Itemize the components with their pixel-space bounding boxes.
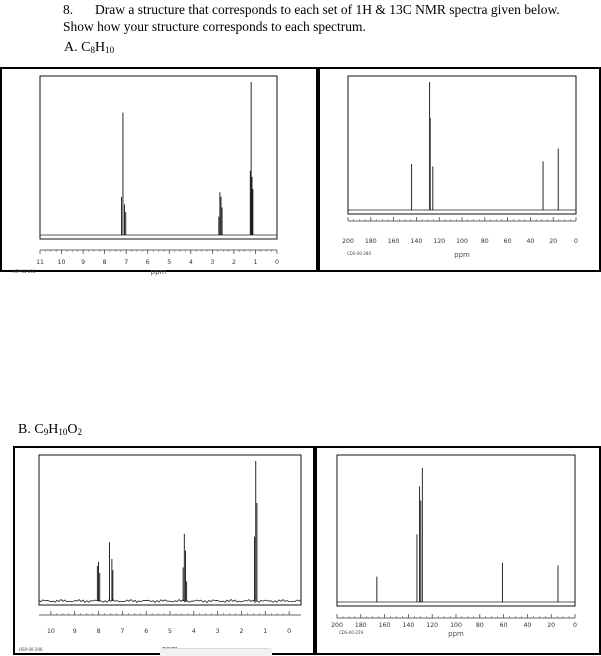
x-tick-label: 180: [354, 622, 367, 629]
x-tick-label: 0: [573, 622, 577, 629]
x-tick-label: 60: [503, 238, 512, 245]
spectrum-code-label: CDS-00-229: [339, 630, 364, 635]
spectrum-b-13c: [315, 446, 601, 655]
x-tick-label: 180: [364, 238, 377, 245]
spectrum-baseline: [39, 599, 301, 602]
spectrum-code-label: CDS-00-280: [347, 251, 372, 256]
x-tick-label: 80: [475, 622, 484, 629]
x-tick-label: 6: [145, 259, 150, 266]
spectrum-code-label: HSP-00-005: [12, 269, 36, 274]
x-tick-label: 140: [410, 238, 423, 245]
spectrum-a-1h-plot: [2, 69, 316, 276]
x-tick-label: 100: [450, 622, 462, 629]
question-number: 8.: [63, 2, 74, 17]
x-tick-label: 0: [287, 628, 292, 635]
x-tick-label: 9: [72, 628, 77, 635]
plot-frame: [40, 76, 277, 239]
x-tick-label: 9: [81, 259, 86, 266]
x-tick-label: 6: [144, 628, 149, 635]
plot-frame: [337, 455, 575, 606]
x-tick-label: 10: [57, 259, 66, 266]
x-tick-label: 100: [456, 238, 468, 245]
question-line-1: Draw a structure that corresponds to each set of 1H & 13C NMR spectra given below.: [95, 2, 560, 17]
plot-frame: [348, 76, 576, 214]
x-tick-label: 5: [167, 259, 172, 266]
spectrum-a-1h: [0, 67, 318, 276]
x-tick-label: 120: [426, 622, 439, 629]
x-tick-label: 140: [402, 622, 415, 629]
question-line-2: Show how your structure corresponds to each spectrum.: [63, 19, 366, 34]
x-tick-label: 20: [549, 238, 558, 245]
part-b-heading: B. $C_9H_{10}O_2$: [18, 422, 82, 437]
spectrum-b-13c-plot: [317, 448, 599, 655]
x-tick-label: 200: [331, 622, 343, 629]
spectrum-b-1h-plot: [15, 448, 313, 655]
x-tick-label: 8: [96, 628, 101, 635]
x-tick-label: 1: [263, 628, 268, 635]
spectrum-a-13c-plot: [320, 69, 599, 270]
x-axis-unit-label: ppm: [150, 268, 167, 276]
plot-frame: [39, 455, 301, 605]
bottom-tab-overlay: [160, 648, 272, 656]
x-tick-label: 1: [253, 259, 258, 266]
x-tick-label: 2: [231, 259, 236, 266]
part-a-heading: A. $C_8H_{10}$: [64, 40, 115, 55]
x-tick-label: 3: [210, 259, 215, 266]
x-tick-label: 160: [387, 238, 400, 245]
spectrum-code-label: HSP-00-296: [19, 647, 43, 652]
x-tick-label: 11: [36, 259, 44, 266]
x-tick-label: 200: [342, 238, 354, 245]
x-tick-label: 0: [275, 259, 279, 266]
x-tick-label: 0: [574, 238, 578, 245]
x-tick-label: 20: [547, 622, 556, 629]
x-tick-label: 40: [523, 622, 532, 629]
spectrum-b-1h: [13, 446, 315, 655]
x-tick-label: 10: [46, 628, 55, 635]
x-axis-unit-label: ppm: [448, 630, 464, 638]
x-tick-label: 160: [378, 622, 391, 629]
spectrum-a-13c: [318, 67, 601, 272]
x-tick-label: 120: [433, 238, 446, 245]
x-tick-label: 60: [499, 622, 508, 629]
question-text: [63, 1, 560, 35]
x-tick-label: 4: [188, 259, 193, 266]
x-tick-label: 5: [168, 628, 172, 635]
x-tick-label: 80: [480, 238, 489, 245]
x-tick-label: 7: [120, 628, 125, 635]
x-tick-label: 4: [191, 628, 196, 635]
x-tick-label: 40: [526, 238, 535, 245]
x-tick-label: 3: [215, 628, 220, 635]
x-tick-label: 7: [124, 259, 129, 266]
x-tick-label: 8: [102, 259, 107, 266]
x-tick-label: 2: [239, 628, 244, 635]
x-axis-unit-label: ppm: [454, 251, 470, 259]
